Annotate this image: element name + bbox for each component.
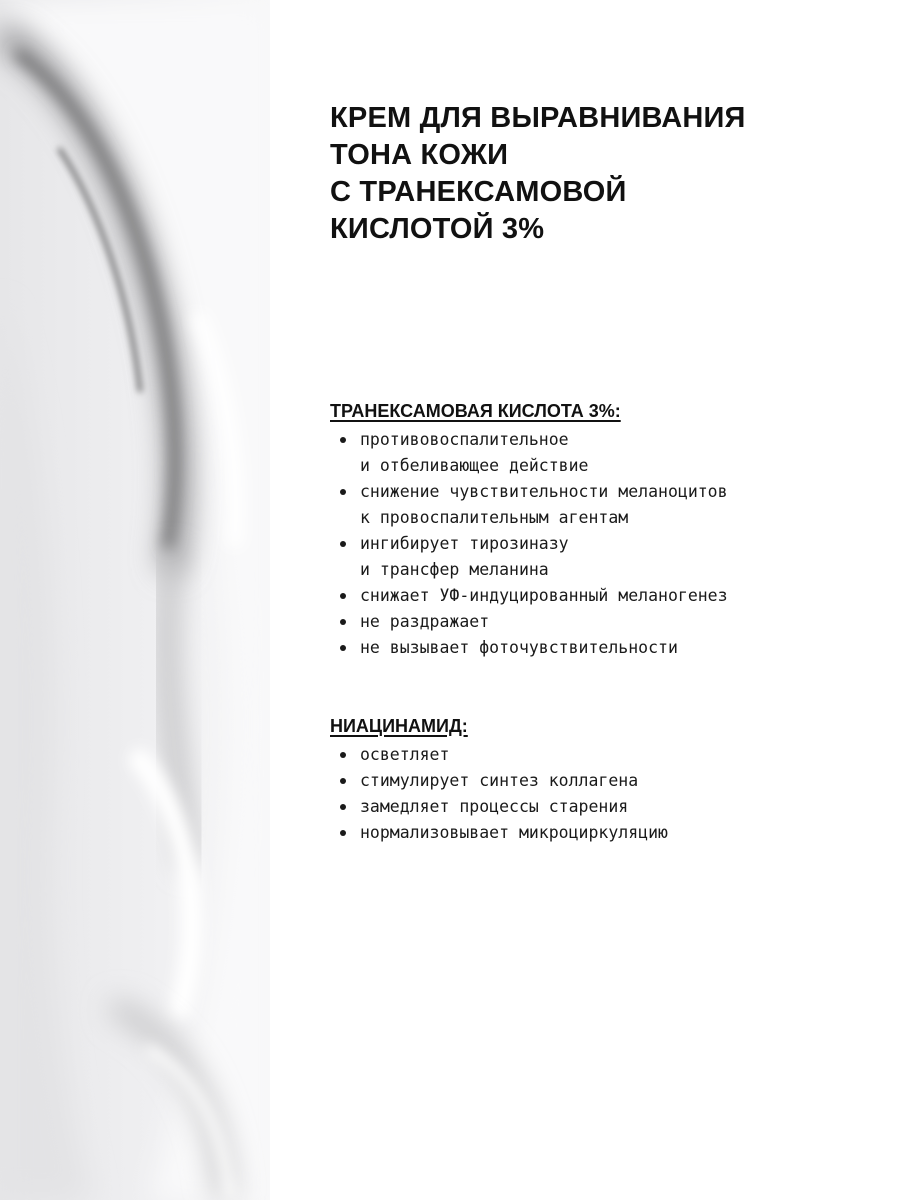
- benefits-list: [330, 427, 870, 661]
- list-item: [330, 583, 870, 609]
- list-item-text: стимулирует синтез коллагена: [360, 771, 639, 790]
- list-item-text: осветляет: [360, 745, 450, 764]
- list-item-text: нормализовывает микроциркуляцию: [360, 823, 668, 842]
- bullet-icon: [340, 778, 346, 784]
- list-item: [330, 742, 870, 768]
- list-item-text: замедляет процессы старения: [360, 797, 629, 816]
- list-item-text: снижение чувствительности меланоцитов к провоспалительным агентам: [360, 482, 728, 527]
- list-item: [330, 635, 870, 661]
- bullet-icon: [340, 619, 346, 625]
- list-item: [330, 768, 870, 794]
- bullet-icon: [340, 593, 346, 599]
- section-heading: ТРАНЕКСАМОВАЯ КИСЛОТА 3%:: [330, 401, 621, 421]
- bullet-icon: [340, 541, 346, 547]
- product-title: КРЕМ ДЛЯ ВЫРАВНИВАНИЯ ТОНА КОЖИ С ТРАНЕКСАМОВОЙ КИСЛОТОЙ 3%: [330, 102, 746, 245]
- section-heading: НИАЦИНАМИД:: [330, 716, 468, 736]
- list-item-text: не раздражает: [360, 612, 490, 631]
- list-item: [330, 609, 870, 635]
- tranexamic-acid-section: [330, 398, 870, 661]
- list-item-text: противовоспалительное и отбеливающее действие: [360, 430, 589, 475]
- list-item: [330, 479, 870, 531]
- list-item-text: не вызывает фоточувствительности: [360, 638, 678, 657]
- bullet-icon: [340, 489, 346, 495]
- bullet-icon: [340, 804, 346, 810]
- list-item-text: снижает УФ-индуцированный меланогенез: [360, 586, 728, 605]
- list-item: [330, 531, 870, 583]
- list-item-text: ингибирует тирозиназу и трансфер меланина: [360, 534, 569, 579]
- bullet-icon: [340, 645, 346, 651]
- cream-texture-image: [0, 0, 270, 1200]
- bullet-icon: [340, 752, 346, 758]
- bullet-icon: [340, 830, 346, 836]
- list-item: [330, 427, 870, 479]
- bullet-icon: [340, 437, 346, 443]
- benefits-list: [330, 742, 870, 846]
- list-item: [330, 794, 870, 820]
- niacinamide-section: [330, 713, 870, 846]
- list-item: [330, 820, 870, 846]
